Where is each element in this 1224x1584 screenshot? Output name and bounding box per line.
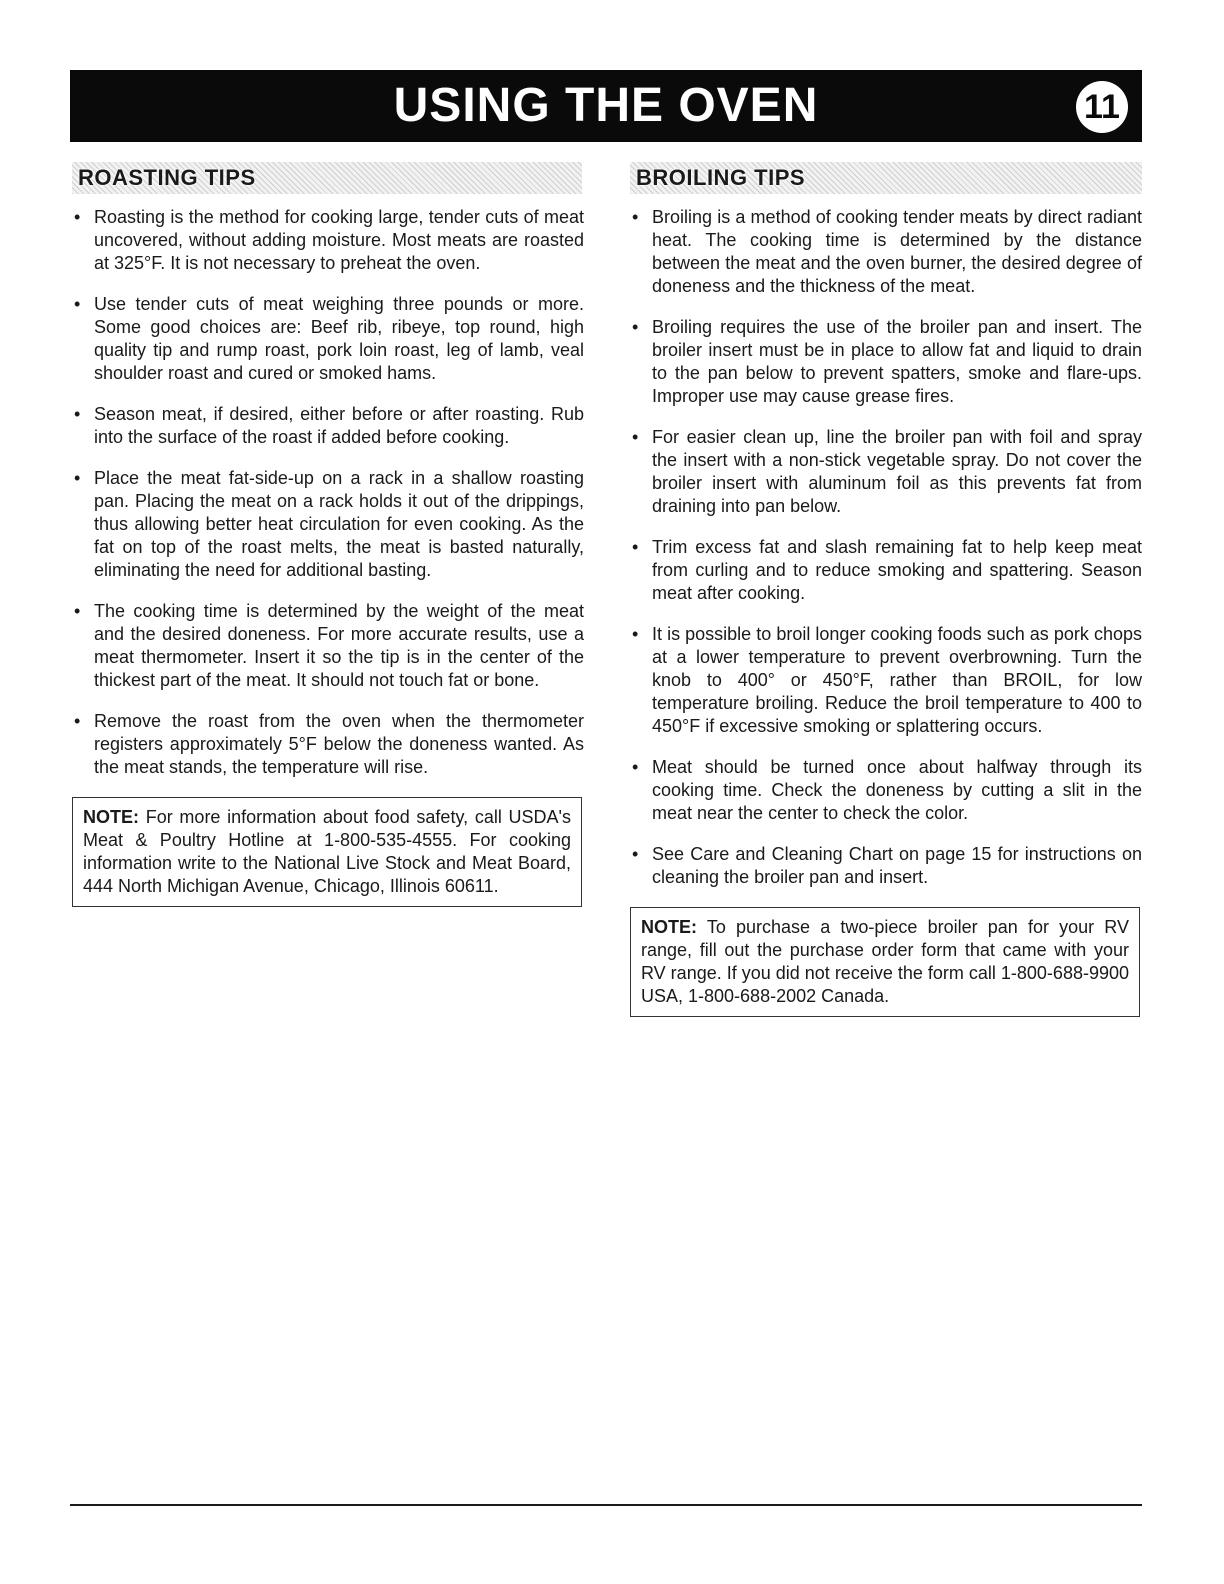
broiling-tips-heading-bar [630,162,1142,194]
bullet-icon: • [632,624,639,644]
broiling-tips-section [630,162,1142,1017]
tip-text: Broiling requires the use of the broiler pan and insert. The broiler insert must be in place to allow fat and liquid to drain to the pan below to prevent spatters, smoke and flare-ups. Improper use may cause grease fires. [652,317,1142,406]
tip-text: Meat should be turned once about halfway through its cooking time. Check the doneness by cutting a slit in the meat near the center to check the color. [652,757,1142,823]
broiling-tips-heading: BROILING TIPS [636,165,806,190]
list-item [72,206,584,275]
list-item [72,600,584,692]
tip-text: Broiling is a method of cooking tender meats by direct radiant heat. The cooking time is determined by the distance between the meat and the oven burner, the desired degree of doneness and the thickness of the meat. [652,207,1142,296]
list-item [630,426,1142,518]
roasting-tips-list [72,206,584,779]
bullet-icon: • [632,537,639,557]
broiling-tips-list [630,206,1142,889]
roasting-note-box [72,797,582,907]
list-item [72,293,584,385]
list-item [630,206,1142,298]
bullet-icon: • [632,757,639,777]
bullet-icon: • [632,427,639,447]
bullet-icon: • [632,317,639,337]
note-text: For more information about food safety, call USDA's Meat & Poultry Hotline at 1-800-535-4555. For cooking information write to the National Live Stock and Meat Board, 444 North Michigan Avenue, Chicago, Illinois 60611. [83,807,571,896]
list-item [630,316,1142,408]
page-number-badge [1076,81,1128,133]
roasting-tips-heading-bar [72,162,582,194]
note-text: To purchase a two-piece broiler pan for your RV range, fill out the purchase order form that came with your RV range. If you did not receive the form call 1-800-688-9900 USA, 1-800-688-2002 Canada. [641,917,1129,1006]
page-title: USING THE OVEN [393,79,819,132]
tip-text: Place the meat fat-side-up on a rack in a shallow roasting pan. Placing the meat on a rack holds it out of the drippings, thus allowing better heat circulation for even cooking. As the fat on top of the roast melts, the meat is basted naturally, eliminating the need for additional basting. [94,468,584,580]
tip-text: The cooking time is determined by the weight of the meat and the desired doneness. For more accurate results, use a meat thermometer. Insert it so the tip is in the center of the thickest part of the meat. It should not touch fat or bone. [94,601,584,690]
tip-text: Roasting is the method for cooking large, tender cuts of meat uncovered, without adding moisture. Most meats are roasted at 325°F. It is not necessary to preheat the oven. [94,207,584,273]
page-header-banner [70,70,1142,142]
bullet-icon: • [632,207,639,227]
bullet-icon: • [74,468,81,488]
bullet-icon: • [74,294,81,314]
tip-text: Season meat, if desired, either before or after roasting. Rub into the surface of the roast if added before cooking. [94,404,584,447]
page-number: 11 [1084,88,1120,126]
list-item [630,623,1142,738]
tip-text: Trim excess fat and slash remaining fat to help keep meat from curling and to reduce smoking and spattering. Season meat after cooking. [652,537,1142,603]
list-item [72,403,584,449]
bullet-icon: • [74,207,81,227]
bullet-icon: • [74,601,81,621]
list-item [72,467,584,582]
tip-text: It is possible to broil longer cooking foods such as pork chops at a lower temperature to prevent overbrowning. Turn the knob to 400° or 450°F, rather than BROIL, for low temperature broiling. Reduce the broil temperature to 400 to 450°F if excessive smoking or splattering occurs. [652,624,1142,736]
tip-text: See Care and Cleaning Chart on page 15 for instructions on cleaning the broiler pan and insert. [652,844,1142,887]
bullet-icon: • [74,404,81,424]
list-item [630,536,1142,605]
bullet-icon: • [632,844,639,864]
roasting-tips-heading: ROASTING TIPS [78,165,256,190]
roasting-tips-section [72,162,584,907]
list-item [630,756,1142,825]
broiling-note-box [630,907,1140,1017]
bullet-icon: • [74,711,81,731]
list-item [630,843,1142,889]
footer-divider [70,1504,1142,1506]
note-label: NOTE: [641,917,697,937]
note-label: NOTE: [83,807,139,827]
tip-text: Use tender cuts of meat weighing three pounds or more. Some good choices are: Beef rib, ribeye, top round, high quality tip and rump roast, pork loin roast, leg of lamb, veal shoulder roast and cured or smoked hams. [94,294,584,383]
tip-text: For easier clean up, line the broiler pan with foil and spray the insert with a non-stick vegetable spray. Do not cover the broiler insert with aluminum foil as this prevents fat from draining into pan below. [652,427,1142,516]
list-item [72,710,584,779]
tip-text: Remove the roast from the oven when the thermometer registers approximately 5°F below the doneness wanted. As the meat stands, the temperature will rise. [94,711,584,777]
